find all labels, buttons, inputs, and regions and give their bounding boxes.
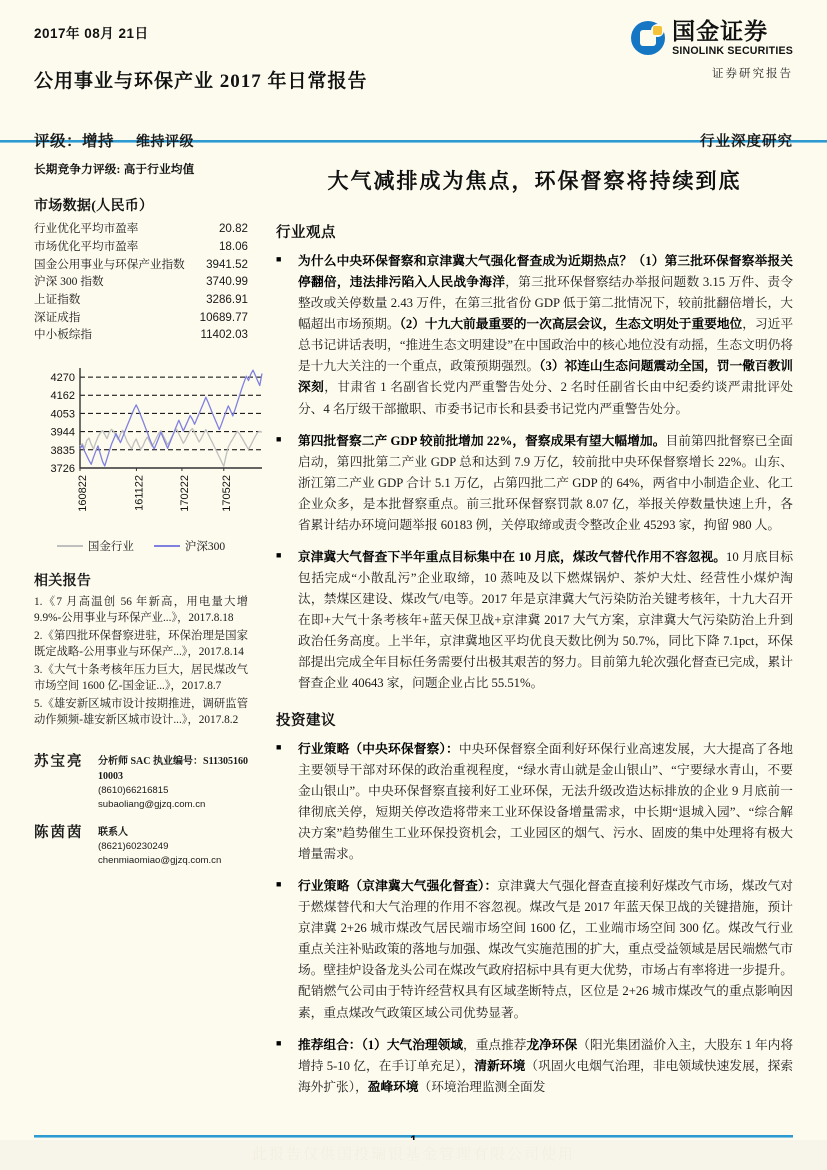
analyst-entry [34,754,248,813]
bullet-item [276,251,793,420]
analyst-details [98,825,221,869]
legend-label: 国金行业 [87,540,134,553]
svg-text:4162: 4162 [50,389,75,402]
emphasis-text: 清新环境 [474,1058,526,1073]
market-row-value: 11402.03 [200,328,248,342]
bullet-text [298,251,793,420]
bullet-text [298,431,793,536]
bullet-square-icon: ■ [276,1037,282,1048]
emphasis-text: 推荐组合：（1）大气治理领域 [298,1037,463,1052]
market-row-value: 20.82 [218,222,248,236]
rating-label: 评级：增持 [34,133,115,150]
analyst-phone: (8621)60230249 [98,840,169,852]
market-data-title: 市场数据(人民币） [34,199,154,214]
market-row-label: 市场优化平均市盈率 [34,239,139,253]
analyst-entry [34,825,248,869]
research-type-label: 行业深度研究 [700,134,793,150]
table-row [34,220,248,238]
list-item[interactable]: 2.《第四批环保督察进驻，环保治理是国家既定战略-公用事业与环保产...》，2017.8.14 [34,629,248,658]
analyst-name: 陈茵茵 [34,824,84,841]
table-row [34,326,248,344]
rating-row [34,129,793,151]
bullet-text [298,1035,793,1098]
emphasis-text: （3）祁连山生态问题震动全国，罚一儆百教训深刻 [298,359,793,395]
bullet-square-icon: ■ [276,879,282,890]
competitiveness-rating: 长期竞争力评级: 高于行业均值 [34,163,195,176]
document-title: 公用事业与环保产业 2017 年日常报告 [34,71,368,92]
chart-legend [34,538,248,554]
section-heading: 行业观点 [276,225,336,241]
section-bullets [276,739,793,1098]
list-item[interactable]: 5.《雄安新区城市设计按期推进，调研监管动作频频-雄安新区城市设计...》，2017.8.2 [34,697,248,726]
legend-entry-hs300 [154,538,225,554]
main-content [262,143,827,1109]
svg-text:4053: 4053 [50,408,75,421]
rating-maintain-label: 维持评级 [136,135,195,150]
market-row-value: 3941.52 [206,257,248,271]
table-row [34,291,248,309]
market-row-value: 3740.99 [206,275,248,289]
emphasis-text: 行业策略（中央环保督察）： [298,741,459,756]
list-item[interactable]: 1.《7 月高温创 56 年新高，用电量大增 9.9%-公用事业与环保产业...》，2017.8.18 [34,595,248,624]
sidebar [0,143,262,1109]
analyst-phone: (8610)66216815 [98,784,169,796]
section-heading: 投资建议 [276,712,336,729]
body-text: 中央环保督察全面利好环保行业高速发展，大大提高了各地主要领导干部对环保的政治重视程度，“绿水青山就是金山银山”、“宁要绿水青山，不要金山银山”。中央环保督察直接利好工业环保，无法升级改造达标排放的企业 9 月底前一律彻底关停，短期关停改造将带来工业环保设备增量需求，中长期“退城入园”、“综合解决方案”趋势催生工业环保投资机会，工业园区的烟气、污水、固废的集中处理将有极大增量需求。 [298,741,793,861]
body-text: ，习近平总书记讲话表明，“推进生态文明建设”在中国政治中的核心地位没有动摇，生态文明仍将是十九大关注的一个重点，政策预期强烈。 [298,317,794,374]
bullet-text [298,876,793,1024]
analyst-email[interactable]: subaoliang@gjzq.com.cn [98,799,206,811]
logo-english-name: SINOLINK SECURITIES [672,45,793,57]
analyst-role: 联系人 [98,826,128,838]
emphasis-text: （2）十九大前最重要的一次高层会议，生态文明处于重要地位 [399,317,743,332]
bullet-item [276,1035,793,1098]
analyst-details [98,754,248,813]
section-industry-view [276,221,793,695]
bullet-text [298,547,793,695]
bullet-square-icon: ■ [276,433,282,444]
analyst-role: 分析师 SAC 执业编号：S1130516010003 [98,755,249,782]
company-logo [597,20,793,81]
logo-chinese-name: 国金证券 [672,18,769,44]
legend-swatch [57,545,83,547]
bullet-square-icon: ■ [276,550,282,561]
market-row-value: 10689.77 [199,310,248,324]
rating-block [34,129,194,151]
body-text: ，重点推荐 [463,1037,527,1052]
table-row [34,238,248,256]
legend-swatch [154,545,180,547]
watermark-text: 此报告仅供国投瑞银基金管理有限公司使用 [251,1147,575,1163]
bullet-item [276,431,793,536]
svg-text:3835: 3835 [50,444,75,457]
emphasis-text: 为什么中央环保督察和京津冀大气强化督查成为近期热点？（1）第三批环保督察举报关停翻倍，违法排污陷入人民战争海洋 [298,254,793,290]
table-row [34,273,248,291]
market-row-label: 沪深 300 指数 [34,275,104,289]
body-text: 目前第四批督察已全面启动，第四批第二产业 GDP 总和达到 7.9 万亿，较前批中央环保督察增长 22%。山东、浙江第二产业 GDP 合计 5.1 万亿，占第四批二产 GDP 的 64%，两省中小制造企业、化工企业众多，是本批督察重点。前三批环保督察罚款 8.07 亿，举报关停数量快速上升，各省累计结办环境问题举报 60183 例，关停取缔或责令整改企业 45293 家，拘留 980 人。 [298,433,793,532]
body-columns [0,143,827,1109]
emphasis-text: 龙净环保 [526,1037,578,1052]
emphasis-text: 盈峰环境 [367,1079,419,1094]
svg-text:170222: 170222 [178,474,191,512]
report-date: 2017年 08月 21日 [34,26,149,41]
market-row-label: 上证指数 [34,292,81,306]
bullet-text [298,739,793,865]
bullet-item [276,739,793,865]
body-text: （环境治理监测全面发 [418,1079,546,1094]
market-row-value: 18.06 [218,239,248,253]
sinolink-logo-icon [631,21,665,55]
page-title: 大气减排成为焦点，环保督察将持续到底 [327,169,742,193]
table-row [34,255,248,273]
emphasis-text: 行业策略（京津冀大气强化督查）： [298,879,498,894]
emphasis-text: 第四批督察二产 GDP 较前批增加 22%，督察成果有望大幅增加。 [298,433,666,448]
market-data-table [34,220,248,344]
chart-canvas [34,360,266,536]
market-row-label: 国金公用事业与环保产业指数 [34,257,185,271]
section-bullets [276,251,793,695]
body-text: （阳光集团溢价入主，大股东 1 年内将增持 5-10 亿，在手订单充足）， [298,1037,794,1073]
svg-text:4270: 4270 [50,371,75,384]
analyst-email[interactable]: chenmiaomiao@gjzq.com.cn [98,855,222,867]
legend-entry-industry [57,538,134,554]
market-row-value: 3286.91 [206,292,248,306]
bullet-item [276,547,793,695]
page-footer [0,1135,827,1170]
body-text: ，甘肃省 1 名副省长党内严重警告处分、2 名时任副省长由中纪委约谈严肃批评处分、4 名厅级干部撤职、市委书记市长和县委书记党内严重警告处分。 [298,380,794,416]
body-text: 10 月底目标包括完成“小散乱污”企业取缔，10 蒸吨及以下燃煤锅炉、茶炉大灶、经营性小煤炉淘汰，禁煤区建设、煤改气/电等。2017 年是京津冀大气污染防治关键考核年，十九大召开在即+大气十条考核年+蓝天保卫战+京津冀 2017 大气方案，京津冀大气污染防治上升到政治任务高度。上半年，京津冀地区平均优良天数比例为 50.7%，同比下降 7.1pct，环保部提出完成全年目标任务需要付出极其艰苦的努力。目前第九轮次强化督查已完成，累计督查企业 40643 家，问题企业占比 55.51%。 [298,550,794,691]
svg-text:3726: 3726 [50,462,75,475]
svg-text:3944: 3944 [50,426,75,439]
section-investment-advice [276,709,793,1098]
page-header [0,0,827,150]
body-text: （巩固火电烟气治理，非电领域快速发展，探索海外扩张）， [298,1058,794,1094]
market-row-label: 行业优化平均市盈率 [34,222,139,236]
legend-label: 沪深300 [184,540,226,553]
list-item[interactable]: 3.《大气十条考核年压力巨大，居民煤改气市场空间 1600 亿-国金证...》，2017.8.7 [34,663,248,692]
bullet-square-icon: ■ [276,254,282,264]
table-row [34,308,248,326]
emphasis-text: 京津冀大气督查下半年重点目标集中在 10 月底，煤改气替代作用不容忽视。 [298,550,727,565]
svg-text:170522: 170522 [220,474,233,512]
body-text: 京津冀大气强化督查直接利好煤改气市场，煤改气对于燃煤替代和大气治理的作用不容忽视。煤改气是 2017 年蓝天保卫战的关键措施，预计京津冀 2+26 城市煤改气居民端市场空间 1600 亿，工业端市场空间 300 亿。煤改气行业重点关注补贴政策的落地与加强、煤改气实施范围的扩大，重点受益领域是居民端燃气市场。壁挂炉设备龙头公司在煤改气政府招标中具有更大优势，市场占有率将进一步提升。配销燃气公司由于特许经营权具有区域垄断特点，区位是 2+26 城市煤改气的重点影响因素，重点煤改气政策区域公司优势显著。 [298,879,793,1020]
svg-text:160822: 160822 [77,474,89,512]
bullet-square-icon: ■ [276,741,282,752]
body-text: ，第三批环保督察结办举报问题数 3.15 万件、责令整改或关停数量 2.43 万件，在第三批省份 GDP 低于第二批情况下，较前批翻倍增长，大幅超出市场预期。 [298,275,794,332]
analyst-name: 苏宝亮 [34,753,84,770]
market-row-label: 中小板综指 [34,328,92,342]
index-performance-chart [34,360,266,536]
logo-lockup [597,20,793,57]
market-row-label: 深证成指 [34,310,81,324]
related-reports-title: 相关报告 [34,573,92,589]
logo-subtitle: 证券研究报告 [712,67,793,80]
analyst-contacts [34,754,248,869]
bullet-item [276,876,793,1024]
svg-text:161122: 161122 [133,474,146,511]
